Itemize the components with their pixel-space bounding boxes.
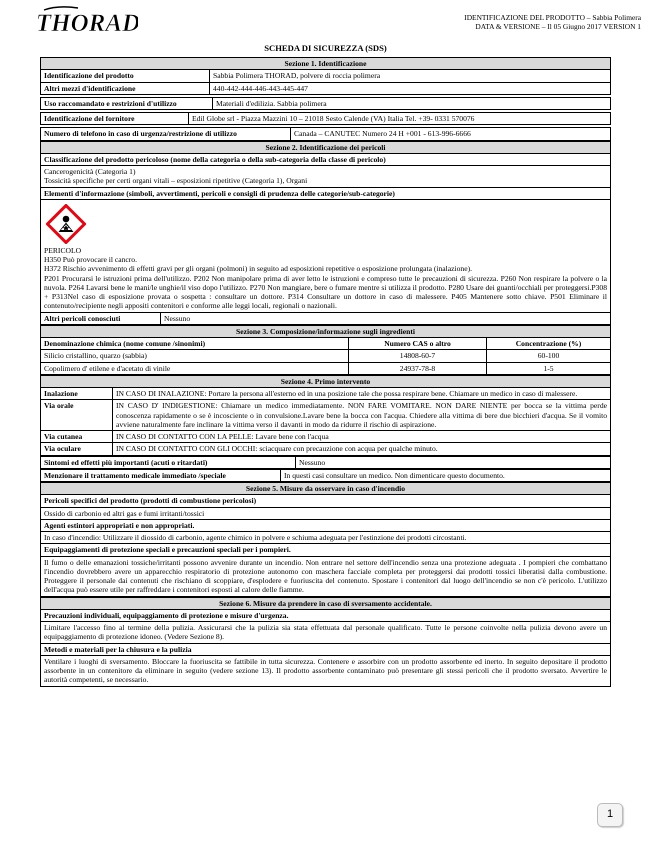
thorad-logo	[38, 4, 138, 38]
section-6-heading: Sezione 6. Misure da prendere in caso di sversamento accidentale.	[41, 597, 611, 609]
logo-graphic	[38, 4, 138, 38]
hazard-statement: H350 Può provocare il cancro.	[44, 255, 137, 264]
table-row	[41, 362, 611, 374]
table-row	[41, 456, 611, 468]
section-4-symptoms	[40, 456, 611, 469]
logo-text: THORAD	[38, 10, 138, 37]
section-2-heading: Sezione 2. Identificazione dei pericoli	[41, 141, 611, 153]
row-value: IN CASO DI CONTATTO CON LA PELLE: Lavare bene con l'acqua	[113, 431, 611, 443]
subsection-text: Il fumo o delle emanazioni tossiche/irritanti possono avvenire durante un incendio. Non entrare nel settore dell'incendio senza una protezione adeguata . I pompieri che combattano l'incendio dovrebbero avere un apparecchio respiratorio di protezione autonomo con maschera facciale completa per proteggersi dai prodotti tossici liberatisi dalla combustione. Proteggere il personale dai contenuti che rischiano di scoppiare, d'esplodere e fuoriuscita del contenuto. Spostare i contenitori dal luogo dell'incendio se non c'è pericolo. L'utilizzo dell'acqua può essere utile per raffreddare i contenitori esposti al calore delle fiamme.	[41, 556, 611, 596]
row-value: Canada – CANUTEC Numero 24 H +001 - 613-996-6666	[291, 128, 611, 140]
row-value: In questi casi consultare un medico. Non dimenticare questo documento.	[281, 469, 611, 481]
label-elements-body	[41, 199, 611, 312]
table-cell: Silicio cristallino, quarzo (sabbia)	[41, 350, 349, 362]
row-label: Menzionare il trattamento medicale immediato /speciale	[41, 469, 281, 481]
row-value: Nessuno	[161, 312, 611, 324]
row-label: Via oculare	[41, 443, 113, 455]
table-cell: Copolimero d' etilene e d'acetato di vinile	[41, 362, 349, 374]
section-2-table	[40, 141, 611, 325]
table-row	[41, 469, 611, 481]
section-4-table	[40, 375, 611, 456]
health-hazard-pictogram-icon	[46, 204, 86, 244]
page-number: 1	[597, 803, 623, 827]
table-row	[41, 70, 611, 82]
safety-sheet	[40, 57, 611, 687]
section-3-table	[40, 325, 611, 375]
table-header-row	[41, 338, 611, 350]
row-label: Altri pericoli conosciuti	[41, 312, 161, 324]
section-1-table-d	[40, 127, 611, 140]
row-label: Numero di telefono in caso di urgenza/restrizione di utilizzo	[41, 128, 291, 140]
signal-word: PERICOLO	[44, 245, 82, 255]
column-header: Denominazione chimica (nome comune /sinonimi)	[41, 338, 349, 350]
section-1-table	[40, 57, 611, 95]
subsection-heading: Pericoli specifici del prodotto (prodotti di combustione pericolosi)	[41, 495, 611, 507]
hazard-statement: H372 Rischio avvenimento di effetti gravi per gli organi (polmoni) in seguito ad esposizioni repetitive o esposizione prolungata (inalazione).	[44, 264, 473, 274]
row-label: Via cutanea	[41, 431, 113, 443]
row-value: Edil Globe srl - Piazza Mazzini 10 – 21018 Sesto Calende (VA) Italia Tel. +39- 0331 570076	[189, 113, 611, 125]
table-row	[41, 113, 611, 125]
row-label: Inalazione	[41, 388, 113, 400]
column-header: Concentrazione (%)	[487, 338, 611, 350]
table-row	[41, 388, 611, 400]
subsection-text: Ossido di carbonio ed altri gas e fumi irritanti/tossici	[41, 507, 611, 519]
section-3-heading: Sezione 3. Composizione/informazione sugli ingredienti	[41, 325, 611, 337]
section-4-heading: Sezione 4. Primo intervento	[41, 375, 611, 387]
row-label: Via orale	[41, 400, 113, 431]
table-row	[41, 443, 611, 455]
row-label: Altri mezzi d'identificazione	[41, 82, 210, 94]
row-value: IN CASO D' INDIGESTIONE: Chiamare un medico immediatamente. NON FARE VOMITARE. NON DARE NIENTE per bocca se la vittima perde conoscenza rapidamente o se è incosciente o in convulsione.Lavare bene la bocca con l'acqua. Chiedere alla vittima di bere due bicchieri d'acqua. Se il vomito avviene naturalmente fare inclinare la vittima verso il davanti in modo da ridurre il rischio di aspirazione.	[113, 400, 611, 431]
header-product-line: IDENTIFICAZIONE DEL PRODOTTO – Sabbia Polimera	[464, 13, 641, 22]
table-row	[41, 431, 611, 443]
table-cell: 60-100	[487, 350, 611, 362]
table-row	[41, 312, 611, 324]
section-5-table	[40, 482, 611, 597]
row-value: Sabbia Polimera THORAD, polvere di roccia polimera	[210, 70, 611, 82]
row-label: Sintomi ed effetti più importanti (acuti o ritardati)	[41, 456, 296, 468]
table-row	[41, 97, 611, 109]
table-row	[41, 128, 611, 140]
classification-list	[41, 166, 611, 188]
row-label: Identificazione del prodotto	[41, 70, 210, 82]
document-title: SCHEDA DI SICUREZZA (SDS)	[264, 43, 387, 53]
row-label: Uso raccomandato e restrizioni d'utilizzo	[41, 97, 213, 109]
subsection-heading: Equipaggiamenti di protezione speciali e precauzioni speciali per i pompieri.	[41, 544, 611, 556]
table-cell: 14808-60-7	[349, 350, 487, 362]
table-row	[41, 400, 611, 431]
table-row	[41, 350, 611, 362]
section-1-heading: Sezione 1. Identificazione	[41, 58, 611, 70]
subsection-heading: Metodi e materiali per la chiusura e la pulizia	[41, 643, 611, 655]
section-4-treatment	[40, 469, 611, 482]
section-5-heading: Sezione 5. Misure da osservare in caso d'incendio	[41, 483, 611, 495]
label-elements-heading: Elementi d'informazione (simboli, avvertimenti, pericoli e consigli di prudenza delle categorie/sub-categorie)	[41, 187, 611, 199]
row-label: Identificazione del fornitore	[41, 113, 189, 125]
classification-heading: Classificazione del prodotto pericoloso (nome della categoria o della sub-categoria della classe di pericolo)	[41, 153, 611, 165]
subsection-text: Limitare l'accesso fino al termine della pulizia. Assicurarsi che la pulizia sia stata effettuata dal personale qualificato. Tutte le persone coinvolte nella pulizia devono avere un equipaggiamento di protezione idoneo. (Vedere Sezione 8).	[41, 622, 611, 644]
table-row	[41, 82, 611, 94]
section-6-table	[40, 597, 611, 687]
table-cell: 1-5	[487, 362, 611, 374]
precautionary-statements: P201 Procurarsi le istruzioni prima dell'utilizzo. P202 Non manipolare prima di aver letto le istruzioni e compreso tutte le precauzioni di sicurezza. P260 Non respirare la polvere o la nuvola. P264 Lavarsi bene le mani/le unghie/il viso dopo l'utilizzo. P270 Non mangiare, bere o fumare mentre si utilizza il prodotto. P280 Usare dei guanti/occhiali per proteggersi.P308 + P313Nel caso di esposizione provata o sospetta : consultare un dottore. P314 Consultare un dottore in caso di malessere. P405 Mantenere sotto chiave. P501 Eliminare il contenuto/recipiente negli appositi contenitori e conforme alle leggi locali, regionali o nazionali.	[44, 273, 607, 311]
header-version-line: DATA & VERSIONE – Il 05 Giugno 2017 VERSION 1	[475, 22, 641, 32]
table-cell: 24937-78-8	[349, 362, 487, 374]
subsection-text: Ventilare i luoghi di sversamento. Bloccare la fuoriuscita se fattibile in tutta sicurezza. Contenere e assorbire con un prodotto assorbente ed inerto. In seguito depositare il prodotto assorbente in un contenitore da eliminare in seguito (vedere sezione 13). Il prodotto assorbente contaminato può presentare gli stessi pericoli che il prodotto sversato. Avvertire le autorità competenti, se necessario.	[41, 655, 611, 686]
row-value: Materiali d'edilizia. Sabbia polimera	[213, 97, 611, 109]
row-value: IN CASO DI CONTATTO CON GLI OCCHI: sciacquare con precauzione con acqua per qualche minuto.	[113, 443, 611, 455]
subsection-heading: Precauzioni individuali, equipaggiamento di protezione e misure d'urgenza.	[41, 609, 611, 621]
column-header: Numero CAS o altro	[349, 338, 487, 350]
row-value: Nessuno	[296, 456, 611, 468]
row-value: 440-442-444-446-443-445-447	[210, 82, 611, 94]
document-header	[464, 13, 641, 32]
section-1-table-b	[40, 97, 611, 110]
subsection-text: In caso d'incendio: Utilizzare il diossido di carbonio, agente chimico in polvere e schiuma adeguata per l'estinzione dei prodotti circostanti.	[41, 532, 611, 544]
classification-item: Cancerogenicità (Categoria 1)	[44, 167, 136, 176]
section-1-table-c	[40, 112, 611, 125]
classification-item: Tossicità specifiche per certi organi vitali – esposizioni ripetitive (Categoria 1), Organi	[44, 176, 308, 186]
row-value: IN CASO DI INALAZIONE: Portare la persona all'esterno ed in una posizione tale che possa respirare bene. Chiamare un medico in caso di malessere.	[113, 388, 611, 400]
subsection-heading: Agenti estintori appropriati e non appropriati.	[41, 519, 611, 531]
